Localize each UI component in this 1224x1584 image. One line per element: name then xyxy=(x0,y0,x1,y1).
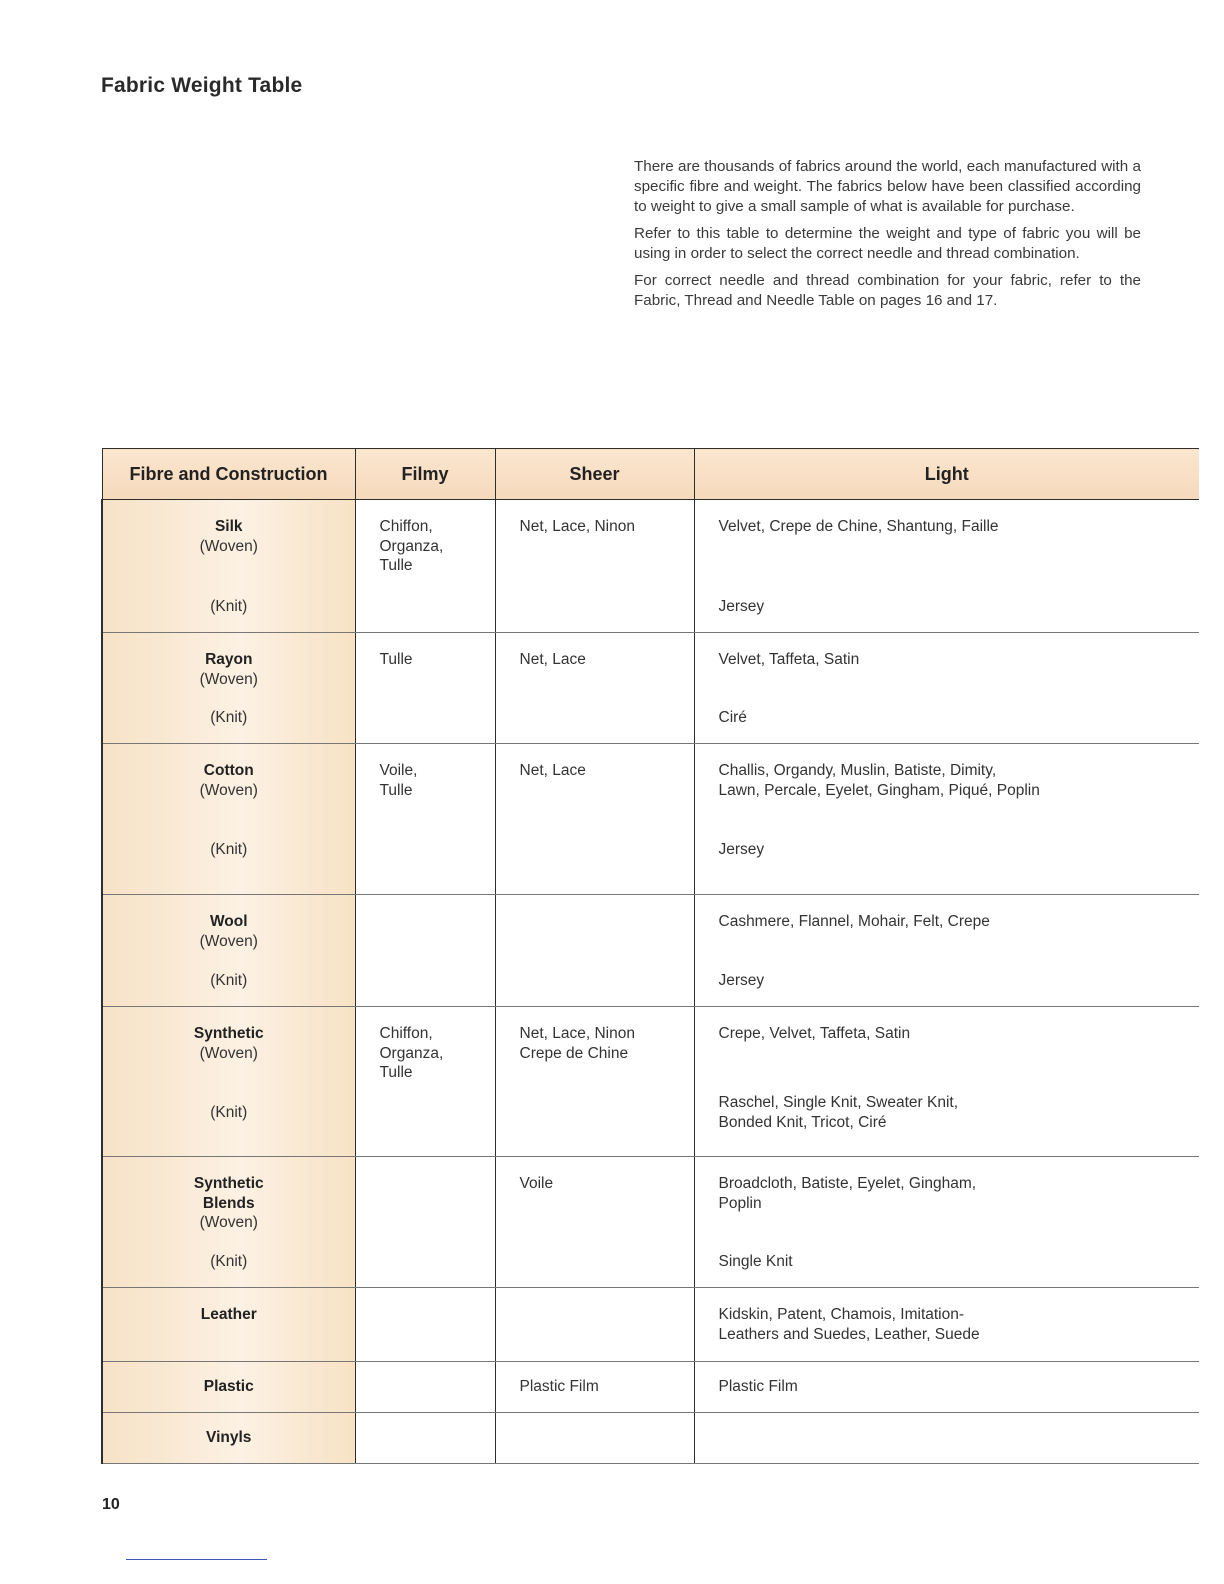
light-woven-text xyxy=(719,1413,1200,1428)
fibre-block xyxy=(103,1157,355,1287)
light-cell xyxy=(694,1288,1199,1362)
light-cell xyxy=(694,1362,1199,1413)
light-woven-text: Velvet, Taffeta, Satin xyxy=(718,651,860,668)
intro-paragraph-3: For correct needle and thread combination for your fabric, refer to the Fabric, Thread and Needle Table on pages 16 and 17. xyxy=(634,272,1141,309)
filmy-cell xyxy=(355,500,495,633)
filmy-cell-text: Chiffon, Organza, Tulle xyxy=(379,518,444,574)
filmy-cell xyxy=(355,1157,495,1288)
light-knit-text: Single Knit xyxy=(718,1253,793,1270)
fibre-top xyxy=(103,1007,355,1063)
fibre-woven-label: (Woven) xyxy=(199,781,258,799)
filmy-cell xyxy=(355,1413,495,1464)
light-cell xyxy=(694,895,1199,1007)
table-row xyxy=(102,500,1199,633)
filmy-cell-text xyxy=(380,1362,495,1377)
filmy-cell-text xyxy=(380,1413,495,1428)
fibre-cell xyxy=(102,500,355,633)
light-woven-text: Challis, Organdy, Muslin, Batiste, Dimity, Lawn, Percale, Eyelet, Gingham, Piqué, Poplin xyxy=(718,762,1040,799)
light-block xyxy=(719,633,1200,743)
footer-rule xyxy=(126,1559,267,1560)
fibre-cell xyxy=(102,1157,355,1288)
sheer-cell xyxy=(495,1288,694,1362)
light-woven-text: Kidskin, Patent, Chamois, Imitation- Leathers and Suedes, Leather, Suede xyxy=(718,1306,980,1343)
sheer-cell xyxy=(495,1362,694,1413)
fibre-block xyxy=(103,1288,355,1361)
sheer-cell xyxy=(495,633,694,744)
header-sheer: Sheer xyxy=(495,449,694,500)
filmy-cell xyxy=(355,744,495,895)
table-row xyxy=(102,1157,1199,1288)
fibre-top xyxy=(103,1362,355,1397)
light-woven-text: Plastic Film xyxy=(718,1378,798,1395)
light-block xyxy=(719,895,1200,1006)
table-row xyxy=(102,633,1199,744)
fibre-block xyxy=(103,1362,355,1412)
page-title: Fabric Weight Table xyxy=(101,74,303,97)
sheer-cell-text xyxy=(520,1288,694,1305)
filmy-cell-text xyxy=(380,895,495,912)
table-row xyxy=(102,1007,1199,1157)
fibre-cell xyxy=(102,1413,355,1464)
fibre-cell xyxy=(102,744,355,895)
fibre-woven-label: (Woven) xyxy=(199,1044,258,1062)
filmy-cell xyxy=(355,895,495,1007)
fibre-name: Cotton xyxy=(203,762,254,779)
table-body xyxy=(102,500,1199,1464)
light-block xyxy=(719,1288,1200,1361)
fibre-name: Vinyls xyxy=(206,1429,252,1446)
sheer-cell-text xyxy=(520,1413,694,1428)
light-woven-text: Crepe, Velvet, Taffeta, Satin xyxy=(718,1025,911,1042)
light-cell xyxy=(694,1007,1199,1157)
sheer-cell-text: Net, Lace xyxy=(519,651,586,668)
fibre-top xyxy=(103,633,355,689)
light-woven-text: Broadcloth, Batiste, Eyelet, Gingham, Poplin xyxy=(718,1175,977,1212)
fibre-block xyxy=(103,500,355,632)
table-row xyxy=(102,1362,1199,1413)
fibre-woven-label: (Woven) xyxy=(199,1214,258,1231)
filmy-cell xyxy=(355,1288,495,1362)
fibre-cell xyxy=(102,895,355,1007)
fibre-name: Synthetic Blends xyxy=(193,1175,264,1212)
filmy-cell-text xyxy=(380,1157,495,1174)
light-block xyxy=(719,1362,1200,1412)
sheer-cell xyxy=(495,895,694,1007)
light-woven-text: Cashmere, Flannel, Mohair, Felt, Crepe xyxy=(718,913,990,930)
sheer-cell xyxy=(495,500,694,633)
light-block xyxy=(719,1413,1200,1463)
fibre-top xyxy=(103,1157,355,1233)
light-knit-text: Raschel, Single Knit, Sweater Knit, Bonded Knit, Tricot, Ciré xyxy=(718,1094,959,1131)
fibre-cell xyxy=(102,1362,355,1413)
light-cell xyxy=(694,744,1199,895)
intro-paragraph-1: There are thousands of fabrics around the world, each manufactured with a specific fibre and weight. The fabrics below have been classified according to weight to give a small sample of what is available for purchase. xyxy=(634,158,1141,215)
fibre-knit-label: (Knit) xyxy=(210,598,248,615)
fibre-block xyxy=(103,633,355,743)
light-knit-text: Jersey xyxy=(718,598,765,615)
light-cell xyxy=(694,1413,1199,1464)
sheer-cell xyxy=(495,1157,694,1288)
light-block xyxy=(719,1007,1200,1156)
fibre-woven-label: (Woven) xyxy=(199,932,258,950)
fibre-knit-label: (Knit) xyxy=(210,972,248,989)
table-row xyxy=(102,1413,1199,1464)
fibre-name: Wool xyxy=(209,913,248,930)
fibre-block xyxy=(103,744,355,894)
fibre-knit-label: (Knit) xyxy=(210,841,248,858)
light-block xyxy=(719,500,1200,632)
sheer-cell-text: Net, Lace, Ninon Crepe de Chine xyxy=(519,1025,635,1062)
fibre-name: Plastic xyxy=(203,1378,254,1395)
table-row xyxy=(102,744,1199,895)
filmy-cell xyxy=(355,1362,495,1413)
sheer-cell-text: Plastic Film xyxy=(519,1378,599,1395)
fibre-knit-label: (Knit) xyxy=(210,1104,248,1121)
fibre-name: Silk xyxy=(214,518,243,535)
fibre-knit-label: (Knit) xyxy=(210,709,248,726)
page-number: 10 xyxy=(102,1496,120,1513)
fibre-cell xyxy=(102,633,355,744)
sheer-cell-text: Net, Lace, Ninon xyxy=(519,518,635,535)
fibre-top xyxy=(103,1288,355,1325)
fibre-top xyxy=(103,500,355,556)
fibre-name: Rayon xyxy=(205,651,253,668)
sheer-cell-text xyxy=(520,895,694,912)
sheer-cell xyxy=(495,1007,694,1157)
light-cell xyxy=(694,633,1199,744)
light-knit-text: Jersey xyxy=(718,972,765,989)
fibre-cell xyxy=(102,1007,355,1157)
filmy-cell-text xyxy=(380,1288,495,1305)
header-light: Light xyxy=(694,449,1199,500)
fibre-woven-label: (Woven) xyxy=(199,670,258,688)
fibre-top xyxy=(103,895,355,951)
fibre-name: Synthetic xyxy=(193,1025,264,1042)
sheer-cell-text: Net, Lace xyxy=(519,762,586,779)
filmy-cell-text: Chiffon, Organza, Tulle xyxy=(379,1025,444,1081)
fibre-name: Leather xyxy=(200,1306,257,1323)
filmy-cell xyxy=(355,1007,495,1157)
light-knit-text: Ciré xyxy=(718,709,747,726)
intro-text xyxy=(634,157,1141,318)
fibre-cell xyxy=(102,1288,355,1362)
fibre-block xyxy=(103,1007,355,1156)
fibre-woven-label: (Woven) xyxy=(199,537,258,555)
fabric-weight-table xyxy=(101,448,1199,1464)
light-knit-text: Jersey xyxy=(718,841,765,858)
light-woven-text: Velvet, Crepe de Chine, Shantung, Faille xyxy=(718,518,999,535)
fibre-top xyxy=(103,744,355,800)
filmy-cell xyxy=(355,633,495,744)
light-cell xyxy=(694,1157,1199,1288)
filmy-cell-text: Tulle xyxy=(379,651,413,668)
intro-paragraph-2: Refer to this table to determine the weight and type of fabric you will be using in order to select the correct needle and thread combination. xyxy=(634,225,1141,262)
table-header-row xyxy=(102,449,1199,500)
light-block xyxy=(719,744,1200,894)
table-row xyxy=(102,895,1199,1007)
header-filmy: Filmy xyxy=(355,449,495,500)
fibre-knit-label: (Knit) xyxy=(210,1253,248,1270)
fibre-block xyxy=(103,895,355,1006)
fibre-top xyxy=(103,1413,355,1448)
header-fibre: Fibre and Construction xyxy=(102,449,355,500)
light-block xyxy=(719,1157,1200,1287)
fibre-block xyxy=(103,1413,355,1463)
filmy-cell-text: Voile, Tulle xyxy=(379,762,418,799)
sheer-cell xyxy=(495,1413,694,1464)
sheer-cell xyxy=(495,744,694,895)
table-row xyxy=(102,1288,1199,1362)
light-cell xyxy=(694,500,1199,633)
sheer-cell-text: Voile xyxy=(519,1175,554,1192)
